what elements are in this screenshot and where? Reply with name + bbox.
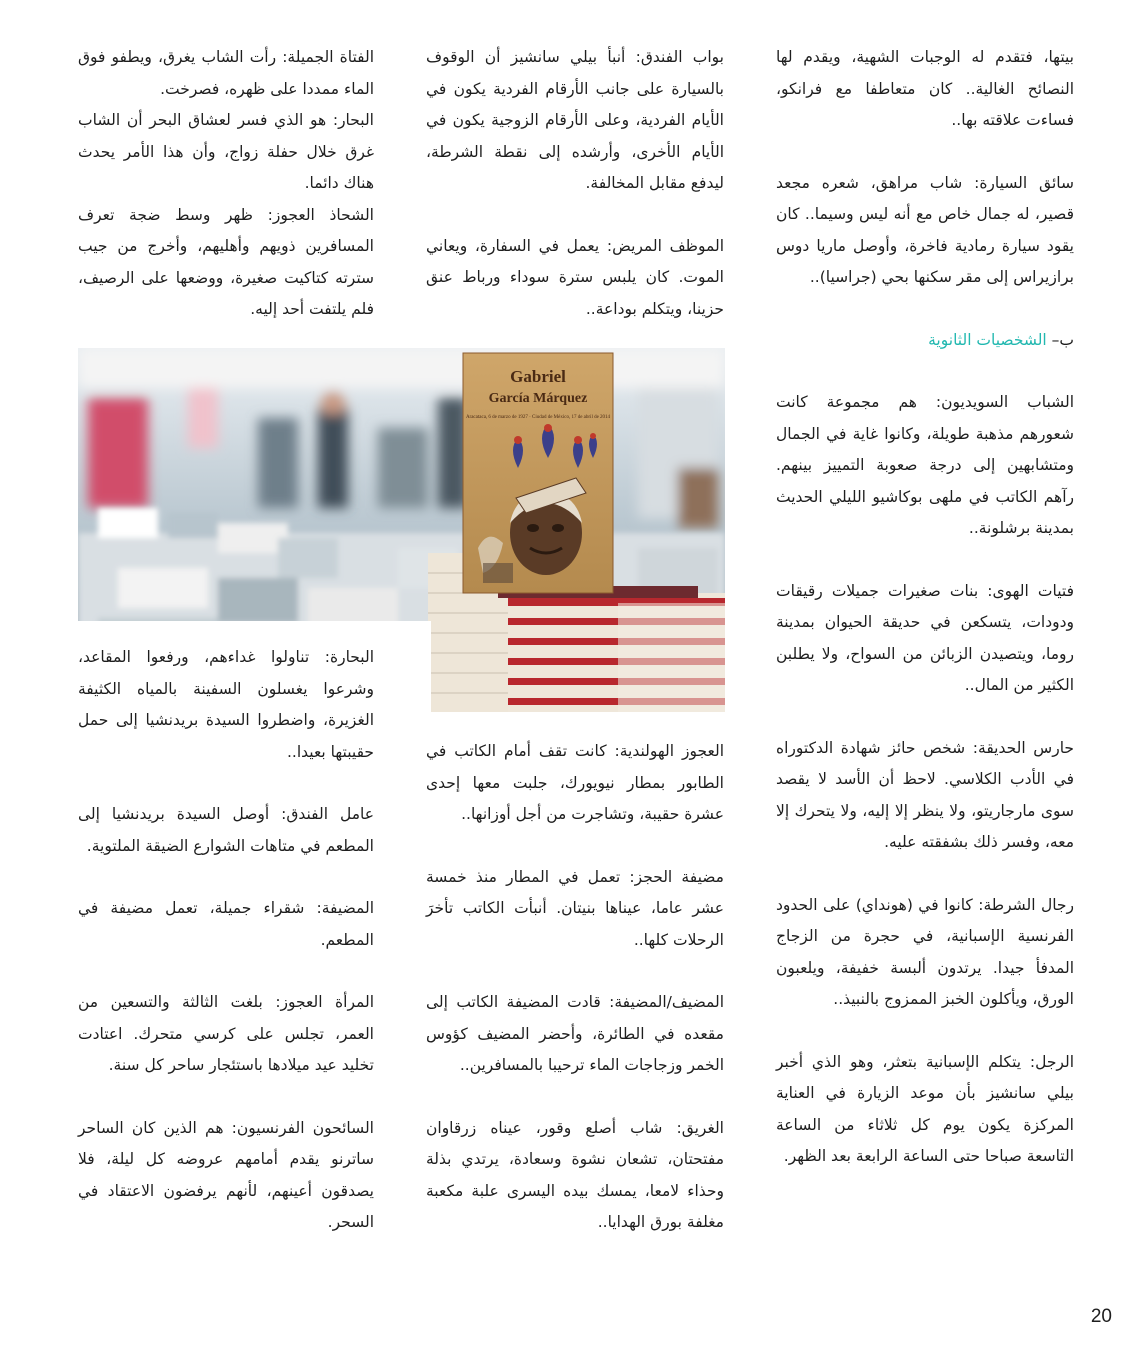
left-column-top bbox=[78, 42, 374, 326]
paragraph-sick-employee: الموظف المريض: يعمل في السفارة، ويعاني الموت. كان يلبس سترة سوداء ورباط عنق حزينا، ويتكلم بوداعة.. bbox=[426, 236, 724, 318]
paragraph-sailors: البحارة: تناولوا غداءهم، ورفعوا المقاعد، وشرعوا يغسلون السفينة بالمياه الكثيفة الغزيرة، واضطروا السيدة بريدنشيا إلى حمل حقيبتها بعيدا.. bbox=[78, 648, 374, 761]
paragraph-old-woman: المرأة العجوز: بلغت الثالثة والتسعين من العمر، تجلس على كرسي متحرك. اعتادت تخليد عيد ميلادها باستئجار ساحر كل سنة. bbox=[78, 993, 374, 1074]
term-police: رجال الشرطة: bbox=[978, 895, 1074, 914]
paragraph-beautiful-girl: الفتاة الجميلة: رأت الشاب يغرق، ويطفو فوق الماء ممددا على ظهره، فصرخت. bbox=[78, 48, 375, 98]
term-booking-hostess: مضيفة الحجز: bbox=[629, 867, 724, 886]
term-sick-employee: الموظف المريض: bbox=[606, 236, 724, 255]
term-swedish-youth: الشباب السويديون: bbox=[935, 393, 1074, 411]
term-french-tourists: السائحون الفرنسيون: bbox=[231, 1118, 374, 1137]
paragraph-swedish-youth: الشباب السويديون: هم مجموعة كانت شعورهم مذهبة طويلة، وكانوا غاية في الجمال ومتشابهين إلى درجة صعوبة التمييز بينهم. رآهم الكاتب في ملهى بوكاشيو الليلي الحديث بمدينة برشلونة.. bbox=[776, 393, 1074, 537]
middle-column-top bbox=[426, 42, 724, 325]
term-beautiful-girl: الفتاة الجميلة: bbox=[282, 48, 375, 66]
term-old-woman: المرأة العجوز: bbox=[275, 993, 374, 1011]
term-dutch-old-woman: العجوز الهولندية: bbox=[614, 742, 724, 760]
term-hotel-worker: عامل الفندق: bbox=[281, 805, 375, 823]
term-hostess: المضيفة: bbox=[316, 899, 374, 917]
poster-title-line2: García Márquez bbox=[488, 391, 588, 406]
term-park-guard: حارس الحديقة: bbox=[972, 738, 1074, 757]
section-heading-prefix: ب– bbox=[1051, 330, 1074, 349]
section-heading-secondary-characters bbox=[776, 325, 1074, 357]
term-girls: فتيات الهوى: bbox=[987, 581, 1074, 600]
book-poster bbox=[463, 353, 613, 593]
term-man: الرجل: bbox=[1029, 1052, 1074, 1071]
paragraph-hotel-worker: عامل الفندق: أوصل السيدة بريدنشيا إلى المطعم في متاهات الشوارع الضيقة الملتوية. bbox=[78, 805, 375, 855]
paragraph-hotel-doorman: بواب الفندق: أنبأ بيلي سانشيز أن الوقوف بالسيارة على جانب الأرقام الفردية يكون في الأيام الفردية، وعلى الأرقام الزوجية يكون في الأيام الأخرى، وأرشده إلى نقطة الشرطة، ليدفع مقابل المخالفة. bbox=[426, 48, 724, 192]
page-number: 20 bbox=[1090, 1306, 1112, 1327]
term-old-beggar: الشحاذ العجوز: bbox=[267, 205, 374, 224]
paragraph-french-tourists: السائحون الفرنسيون: هم الذين كان الساحر ساترنو يقدم أمامهم عروضه كل ليلة، فلا يصدقون أعينهم، لأنهم يرفضون الاعتقاد في السحر. bbox=[78, 1118, 374, 1231]
paragraph-girls: فتيات الهوى: بنات صغيرات جميلات رقيقات ودودات، يتسكعن في حديقة الحيوان بمدينة روما، ويتصيدن الزبائن من السواح، ولا يطلبن الكثير من المال.. bbox=[776, 581, 1074, 694]
paragraph-man: الرجل: يتكلم الإسبانية بتعثر، وهو الذي أخبر بيلي سانشيز بأن موعد الزيارة في العناية المركزة يكون يوم كل ثلاثاء من الساعة التاسعة صباحا حتى الساعة الرابعة بعد الظهر. bbox=[776, 1052, 1074, 1165]
term-drowned-man: الغريق: bbox=[676, 1118, 724, 1137]
right-column bbox=[776, 42, 1074, 1173]
poster-title-line1: Gabriel bbox=[510, 367, 566, 386]
paragraph-hostess: المضيفة: شقراء جميلة، تعمل مضيفة في المطعم. bbox=[78, 899, 374, 949]
poster-subtitle: Aracataca, 6 de marzo de 1927 · Ciudad de México, 17 de abril de 2014 bbox=[465, 415, 611, 420]
paragraph-police: رجال الشرطة: كانوا في (هونداي) على الحدود الفرنسية الإسبانية، في حجرة من الزجاج المدفأ جيدا. يرتدون ألبسة خفيفة، ويلعبون الورق، ويأكلون الخبز الممزوج بالنبيذ.. bbox=[776, 895, 1074, 1008]
term-flight-attendants: المضيف/المضيفة: bbox=[609, 993, 724, 1011]
term-car-driver: سائق السيارة: bbox=[974, 173, 1074, 192]
middle-column-bottom bbox=[426, 736, 724, 1239]
paragraph-drowned-man: الغريق: شاب أصلع وقور، عيناه زرقاوان مفتحتان، تشعان نشوة وسعادة، يرتدي بذلة وحذاء لامعا، يمسك بيده اليسرى علبة مكعبة مغلفة بورق الهدايا.. bbox=[426, 1118, 724, 1231]
paragraph-dutch-old-woman: العجوز الهولندية: كانت تقف أمام الكاتب في الطابور بمطار نيويورك، جلبت معها إحدى عشرة حقيبة، وتشاجرت من أجل أوزانها.. bbox=[426, 742, 724, 823]
paragraph-old-beggar: الشحاذ العجوز: ظهر وسط ضجة تعرف المسافرين ذويهم وأهليهم، وأخرج من جيب سترته كتاكيت صغيرة، ووضعها على الرصيف، فلم يلتفت أحد إليه. bbox=[78, 205, 374, 318]
paragraph-park-guard: حارس الحديقة: شخص حائز شهادة الدكتوراه في الأدب الكلاسي. لاحظ أن الأسد لا يقصد سوى مارجاريتو، ولا ينظر إلا إليه، ولا يتحرك إلا معه، وفسر ذلك بشفقته عليه. bbox=[776, 738, 1074, 851]
paragraph-sailor: البحار: هو الذي فسر لعشاق البحر أن الشاب غرق خلال حفلة زواج، وأن هذا الأمر يحدث هناك دائما. bbox=[78, 111, 374, 192]
paragraph-booking-hostess: مضيفة الحجز: تعمل في المطار منذ خمسة عشر عاما، عيناها بنيتان. أنبأت الكاتب تأخرَ الرحلات كلها.. bbox=[426, 867, 724, 949]
term-sailor: البحار: bbox=[332, 111, 374, 129]
term-hotel-doorman: بواب الفندق: bbox=[635, 48, 724, 66]
left-column-bottom bbox=[78, 642, 374, 1239]
section-heading-text: الشخصيات الثانوية bbox=[928, 330, 1052, 349]
paragraph-flight-attendants: المضيف/المضيفة: قادت المضيفة الكاتب إلى مقعده في الطائرة، وأحضر المضيف كؤوس الخمر وزجاجات الماء ترحيبا بالمسافرين.. bbox=[426, 993, 724, 1074]
term-sailors: البحارة: bbox=[324, 648, 374, 666]
intro-paragraph: بيتها، فتقدم له الوجبات الشهية، ويقدم لها النصائح الغالية.. كان متعاطفا مع فرانكو، فساءت علاقته بها.. bbox=[776, 48, 1074, 129]
paragraph-car-driver: سائق السيارة: شاب مراهق، شعره مجعد قصير، له جمال خاص مع أنه ليس وسيما.. كان يقود سيارة رمادية فاخرة، وأوصل ماريا دوس برازيراس إلى مقر سكنها بحي (جراسيا).. bbox=[776, 173, 1074, 286]
